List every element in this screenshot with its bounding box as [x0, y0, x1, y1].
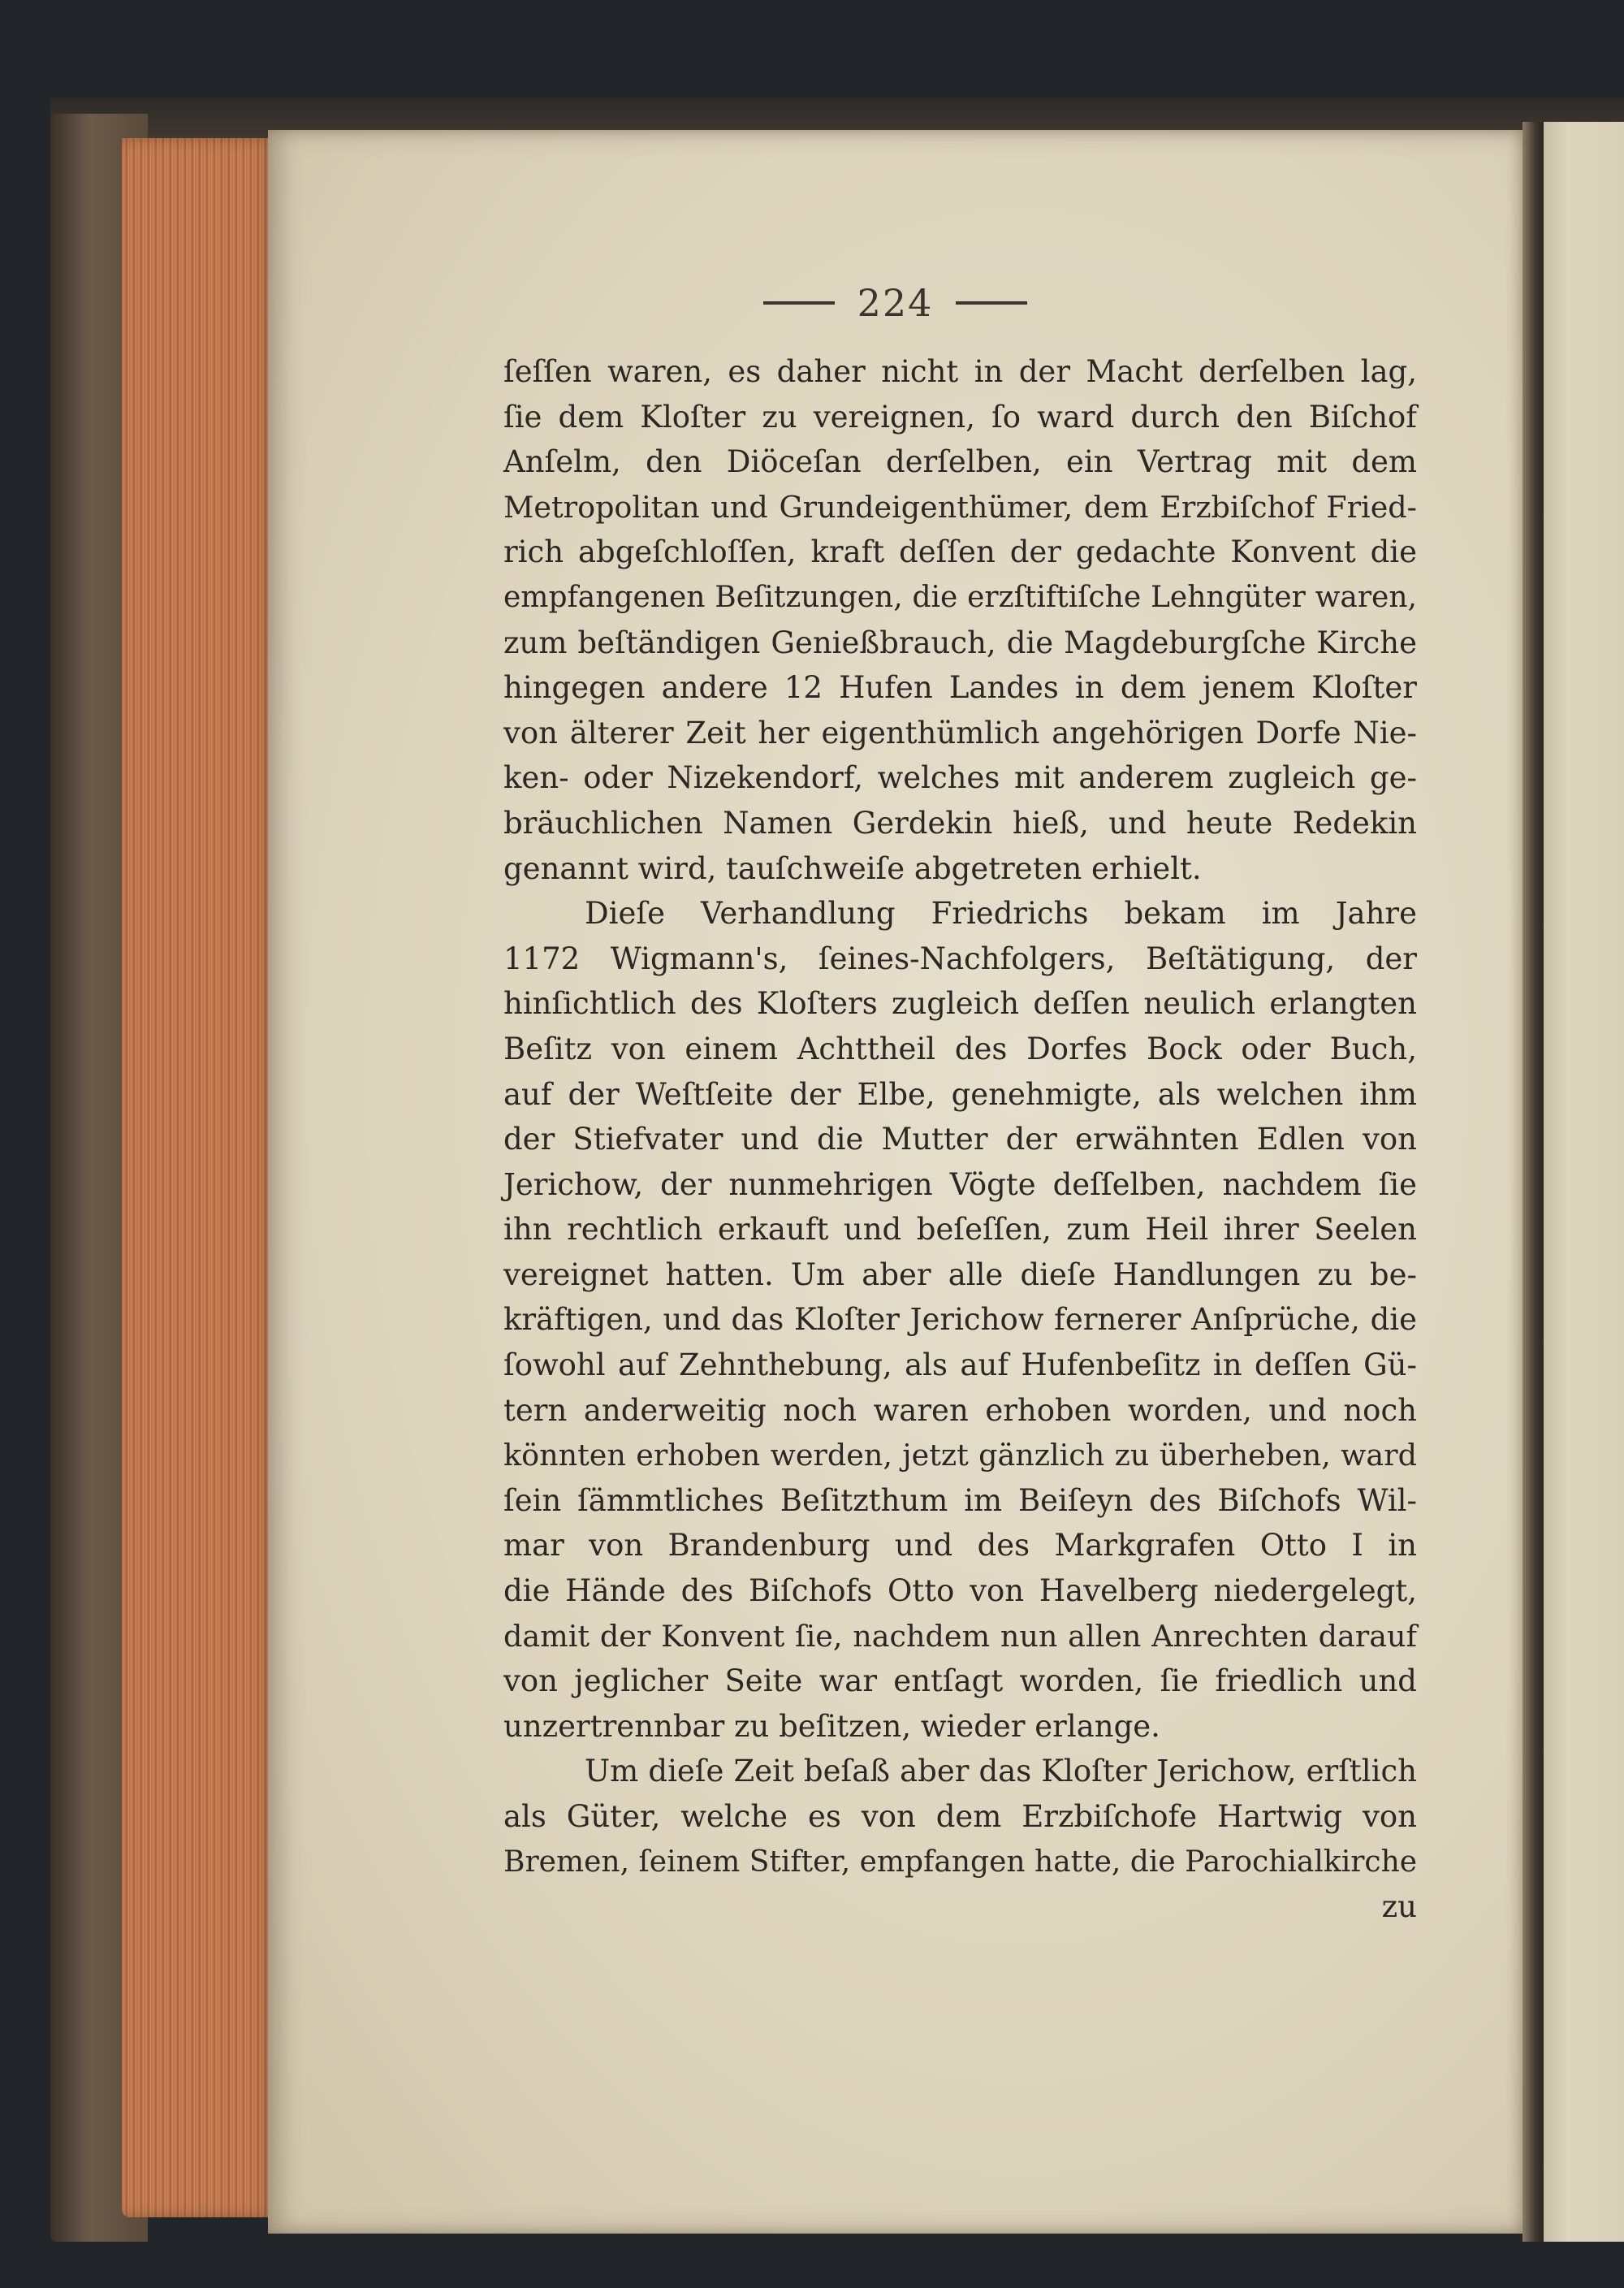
text-line: hinſichtlich des Kloſters zugleich deſſen neulich erlangten [503, 986, 1417, 1022]
text-line: vereignet hatten. Um aber alle dieſe Handlungen zu be- [503, 1256, 1417, 1292]
catchword: zu [1381, 1889, 1417, 1925]
text-line: ken- oder Nizekendorf, welches mit anderem zugleich ge- [503, 760, 1417, 796]
text-line: Jerichow, der nunmehrigen Vögte deſſelben, nachdem ſie [503, 1166, 1417, 1202]
text-line: ihn rechtlich erkauft und beſeſſen, zum Heil ihrer Seelen [503, 1212, 1417, 1248]
text-line: von älterer Zeit her eigenthümlich angehörigen Dorfe Nie- [503, 715, 1417, 750]
header-rule-right [956, 301, 1027, 305]
text-line: tern anderweitig noch waren erhoben worden, und noch [503, 1392, 1417, 1428]
text-line: 1172 Wigmann's, ſeines-Nachfolgers, Beſtätigung, der [503, 941, 1417, 976]
page-body [503, 349, 1417, 1930]
text-line: rich abgeſchloſſen, kraft deſſen der gedachte Konvent die [503, 534, 1417, 570]
text-line: ſein ſämmtliches Beſitzthum im Beiſeyn des Biſchofs Wil- [503, 1482, 1417, 1518]
page-number: 224 [857, 281, 934, 325]
text-line: Bremen, ſeinem Stifter, empfangen hatte, die Parochialkirche [503, 1845, 1418, 1879]
text-line: hingegen andere 12 Hufen Landes in dem jenem Kloſter [503, 670, 1417, 706]
text-line: Anſelm, den Diöceſan derſelben, ein Vertrag mit dem [503, 444, 1417, 480]
text-line: unzertrennbar zu beſitzen, wieder erlange. [503, 1708, 1160, 1744]
text-line: mar von Brandenburg und des Markgrafen Otto I in [503, 1528, 1417, 1564]
text-line: damit der Konvent ſie, nachdem nun allen Anrechten darauf [503, 1618, 1417, 1654]
header-rule-left [763, 301, 835, 305]
text-line: bräuchlichen Namen Gerdekin hieß, und heute Redekin [503, 805, 1417, 841]
text-line: die Hände des Biſchofs Otto von Havelberg niedergelegt, [503, 1573, 1417, 1609]
text-line: kräftigen, und das Kloſter Jerichow fernerer Anſprüche, die [503, 1302, 1417, 1338]
text-line: Um dieſe Zeit beſaß aber das Kloſter Jerichow, erſtlich [585, 1754, 1417, 1789]
text-line: Dieſe Verhandlung Friedrichs bekam im Jahre [585, 896, 1417, 932]
text-line: ſeſſen waren, es daher nicht in der Macht derſelben lag, [503, 354, 1417, 389]
page-header [268, 275, 1522, 331]
page-edges [122, 138, 276, 2217]
text-line: auf der Weſtſeite der Elbe, genehmigte, als welchen ihm [503, 1076, 1417, 1112]
text-line: Beſitz von einem Achttheil des Dorfes Bock oder Buch, [503, 1031, 1417, 1066]
text-line: Metropolitan und Grundeigenthümer, dem Erzbiſchof Fried- [503, 489, 1417, 525]
text-line: von jeglicher Seite war entſagt worden, ſie friedlich und [503, 1663, 1417, 1699]
book-gutter [1522, 122, 1544, 2242]
text-line: genannt wird, tauſchweiſe abgetreten erhielt. [503, 850, 1202, 886]
text-line: ſie dem Kloſter zu vereignen, ſo ward durch den Biſchof [503, 399, 1417, 435]
text-line: empfangenen Beſitzungen, die erzſtiftiſche Lehngüter waren, [503, 580, 1417, 614]
text-line: könnten erhoben werden, jetzt gänzlich zu überheben, ward [503, 1438, 1417, 1473]
text-line: der Stiefvater und die Mutter der erwähnten Edlen von [503, 1122, 1417, 1157]
facing-page-edge [1544, 122, 1624, 2242]
text-line: als Güter, welche es von dem Erzbiſchofe Hartwig von [503, 1799, 1417, 1834]
text-line: ſowohl auf Zehnthebung, als auf Hufenbeſitz in deſſen Gü- [503, 1347, 1417, 1383]
text-line: zum beſtändigen Genießbrauch, die Magdeburgſche Kirche [503, 625, 1417, 660]
